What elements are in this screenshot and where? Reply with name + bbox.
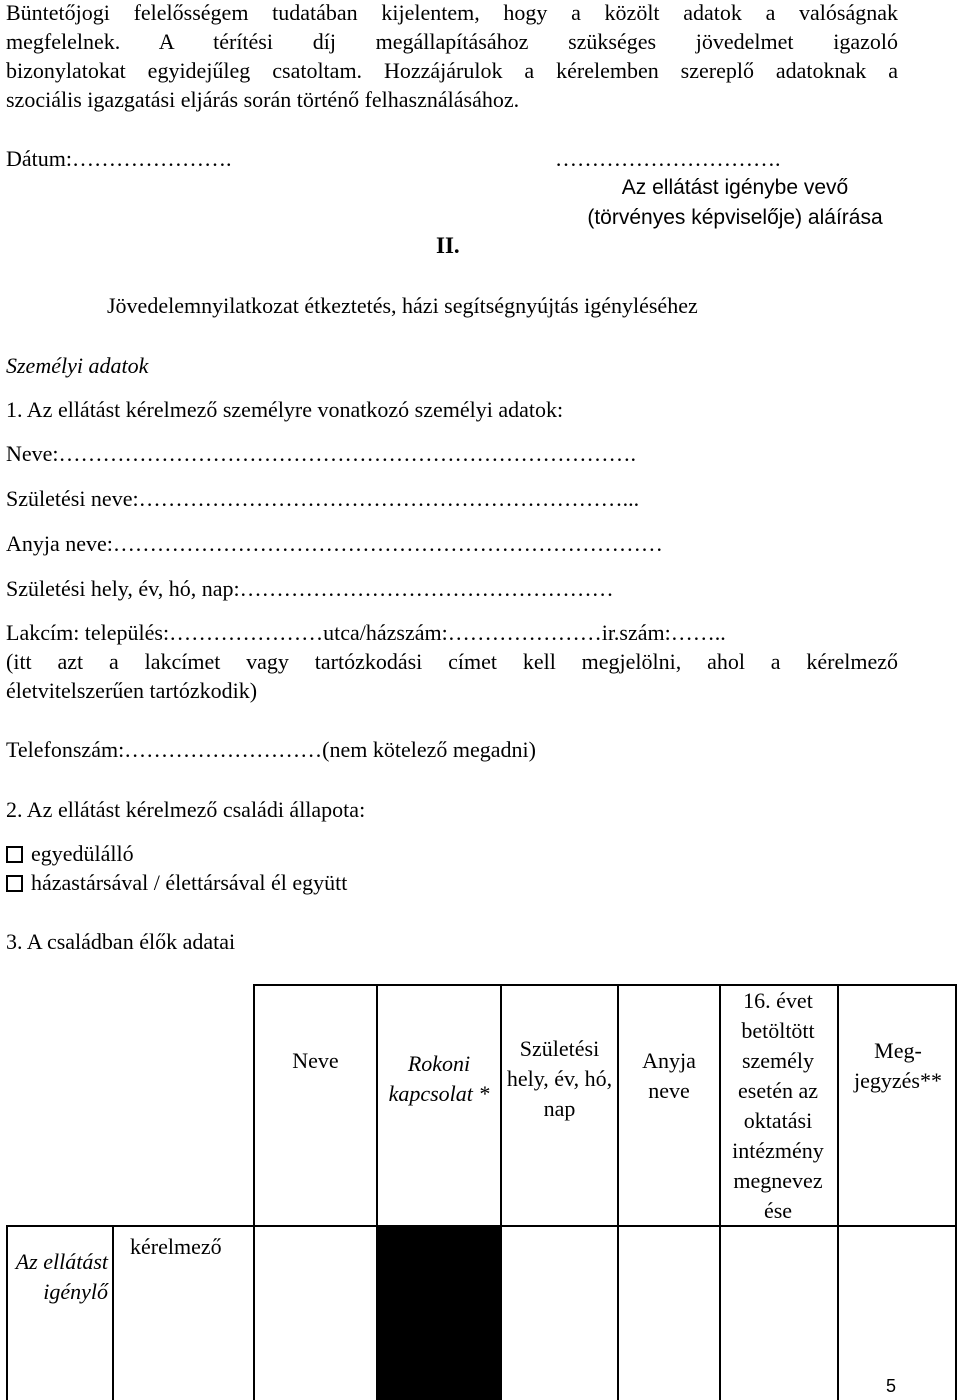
signature-line: …………………………. xyxy=(555,146,781,171)
address-note-line-1: (itt azt a lakcímet vagy tartózkodási címet kell megjelölni, ahol a kérelmező xyxy=(6,649,898,674)
table-right-border xyxy=(955,984,957,1400)
statement-line-3: bizonylatokat egyidejűleg csatoltam. Hozzájárulok a kérelemben szereplő adatoknak a xyxy=(6,58,898,83)
single-checkbox[interactable] xyxy=(6,846,23,863)
partner-checkbox[interactable] xyxy=(6,875,23,892)
partner-label: házastársával / élettársával él együtt xyxy=(31,870,348,895)
col-header-school: 16. évet betöltött személy esetén az oktatási intézmény megnevez ése xyxy=(732,988,824,1223)
household-heading: 3. A családban élők adatai xyxy=(6,929,236,954)
col-header-note: Meg- jegyzés** xyxy=(854,1038,942,1093)
birth-place-date-field: Születési hely, év, hó, nap:…………………………………………… xyxy=(6,576,614,601)
table-left-border xyxy=(6,1225,8,1400)
personal-heading: 1. Az ellátást kérelmező személyre vonatkozó személyi adatok: xyxy=(6,397,564,422)
table-top-border xyxy=(253,984,957,986)
col-header-relation: Rokoni kapcsolat * xyxy=(388,1051,490,1106)
name-field: Neve:……………………………………………………………………. xyxy=(6,441,637,466)
signature-caption-1: Az ellátást igénybe vevő xyxy=(621,176,849,199)
blacked-out-cell xyxy=(378,1227,500,1400)
address-note-line-2: életvitelszerűen tartózkodik) xyxy=(6,678,258,703)
table-col-divider-7 xyxy=(837,984,839,1400)
birth-name-field: Születési neve:…………………………………………………………... xyxy=(6,486,640,511)
address-field: Lakcím: település:…………………utca/házszám:…………………ir.szám:…….. xyxy=(6,620,726,645)
page-number: 5 xyxy=(886,1376,897,1396)
personal-data-heading: Személyi adatok xyxy=(6,353,149,378)
row-applicant-relation: kérelmező xyxy=(130,1234,222,1259)
mother-name-field: Anyja neve:………………………………………………………………… xyxy=(6,531,663,556)
statement-line-2: megfelelnek. A térítési díj megállapításához szükséges jövedelmet igazoló xyxy=(6,29,898,54)
phone-field: Telefonszám:………………………(nem kötelező megadni) xyxy=(6,737,536,762)
option-with-partner[interactable] xyxy=(6,870,347,896)
date-field: Dátum:…………………. xyxy=(6,146,232,171)
table-col-divider-5 xyxy=(617,984,619,1400)
col-header-name: Neve xyxy=(292,1048,339,1073)
section-title: Jövedelemnyilatkozat étkeztetés, házi segítségnyújtás igényléséhez xyxy=(107,293,698,318)
row-applicant-label: Az ellátást igénylő xyxy=(15,1249,108,1304)
col-header-birth: Születési hely, év, hó, nap xyxy=(506,1036,613,1121)
single-label: egyedülálló xyxy=(31,841,134,866)
table-col-divider-4 xyxy=(500,984,502,1400)
option-single[interactable] xyxy=(6,841,134,867)
statement-line-1: Büntetőjogi felelősségem tudatában kijelentem, hogy a közölt adatok a valóságnak xyxy=(6,0,898,25)
statement-line-4: szociális igazgatási eljárás során történő felhasználásához. xyxy=(6,87,520,112)
col-header-mother: Anyja neve xyxy=(642,1048,696,1103)
signature-caption-2: (törvényes képviselője) aláírása xyxy=(587,206,883,229)
section-roman-numeral: II. xyxy=(436,233,460,258)
family-status-heading: 2. Az ellátást kérelmező családi állapota: xyxy=(6,797,366,822)
table-col-divider-1 xyxy=(112,1225,114,1400)
